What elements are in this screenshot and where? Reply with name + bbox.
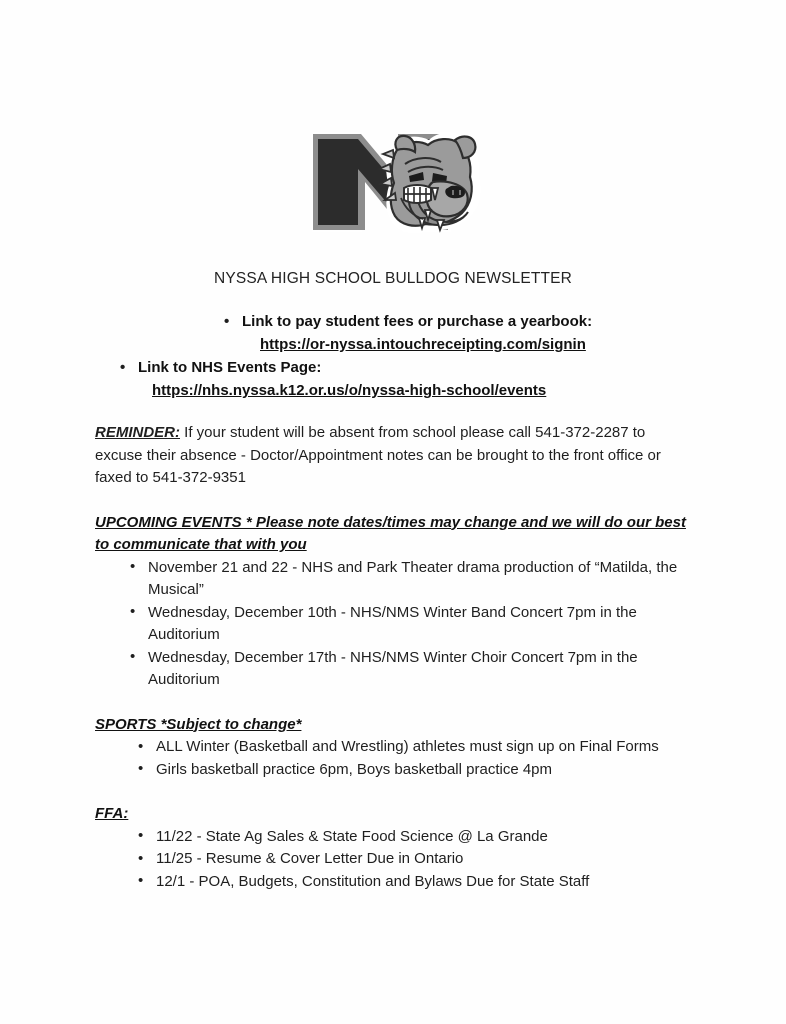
upcoming-events-list	[127, 557, 695, 692]
newsletter-body	[95, 310, 695, 893]
list-item: • Girls basketball practice 6pm, Boys basketball practice 4pm	[135, 759, 695, 782]
list-item: • Wednesday, December 17th - NHS/NMS Winter Choir Concert 7pm in the Auditorium	[127, 647, 695, 692]
list-item-nhs-events	[117, 356, 695, 402]
list-item: • November 21 and 22 - NHS and Park Theater drama production of “Matilda, the Musical”	[127, 557, 695, 602]
reminder-label: REMINDER:	[95, 424, 180, 441]
ffa-list	[135, 826, 695, 894]
bulldog-head-icon	[379, 133, 481, 234]
link-url-nhs-events[interactable]: https://nhs.nyssa.k12.or.us/o/nyssa-high-school/events	[152, 382, 547, 399]
list-item: • ALL Winter (Basketball and Wrestling) athletes must sign up on Final Forms	[135, 736, 695, 759]
section-heading-upcoming-events: UPCOMING EVENTS * Please note dates/times may change and we will do our best to communicate that with you	[95, 513, 686, 553]
reminder-paragraph	[95, 422, 695, 490]
reminder-text: If your student will be absent from school please call 541-372-2287 to excuse their absence - Doctor/Appointment notes can be brought to the front office or faxed to 541-372-9351	[95, 424, 661, 486]
link-label-pay-fees: Link to pay student fees or purchase a yearbook:	[242, 313, 593, 330]
section-heading-ffa: FFA:	[95, 805, 129, 822]
spacer	[95, 781, 695, 803]
spacer	[95, 490, 695, 512]
links-list	[95, 310, 695, 402]
page-title: NYSSA HIGH SCHOOL BULLDOG NEWSLETTER	[214, 270, 572, 287]
spacer	[95, 692, 695, 714]
bulldog-logo-icon	[305, 124, 487, 246]
link-label-nhs-events: Link to NHS Events Page:	[138, 359, 322, 376]
sports-list	[135, 736, 695, 781]
list-item: • Wednesday, December 10th - NHS/NMS Winter Band Concert 7pm in the Auditorium	[127, 602, 695, 647]
list-item: • 11/22 - State Ag Sales & State Food Science @ La Grande	[135, 826, 695, 849]
spacer	[95, 402, 695, 422]
section-heading-sports: SPORTS *Subject to change*	[95, 715, 302, 733]
list-item-pay-fees	[221, 310, 695, 356]
list-item: • 11/25 - Resume & Cover Letter Due in Ontario	[135, 848, 695, 871]
nyssa-bulldog-logo	[305, 124, 487, 246]
link-url-pay-fees[interactable]: https://or-nyssa.intouchreceipting.com/signin	[260, 336, 586, 353]
list-item: • 12/1 - POA, Budgets, Constitution and Bylaws Due for State Staff	[135, 871, 695, 894]
